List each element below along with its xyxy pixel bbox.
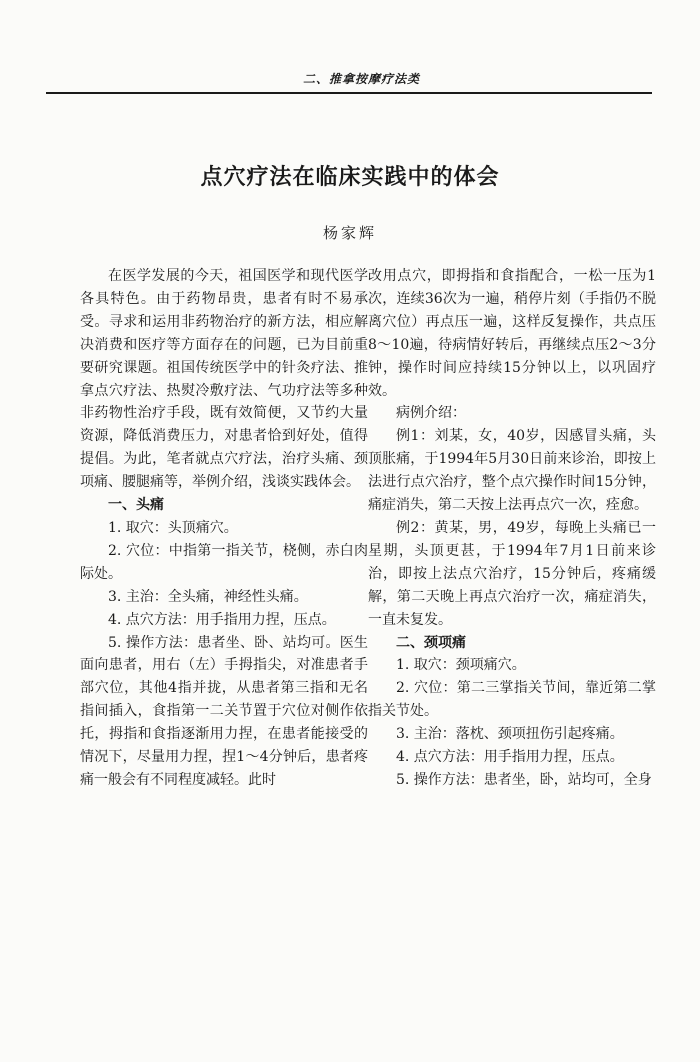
paragraph: 1. 取穴：头顶痛穴。 — [108, 519, 238, 536]
right-column — [368, 265, 656, 792]
section-heading: 二、颈项痛 — [396, 634, 466, 651]
paragraph: 例2：黄某，男，49岁，每晚上头痛已一星期，头顶更甚，于1994年7月1日前来诊治，即按上法点穴治疗，15分钟后，疼痛缓解，第二天晚上再点穴治疗一次，痛症消失，一直未复发。 — [368, 519, 656, 628]
running-head: 二、推拿按摩疗法类 — [302, 72, 420, 86]
author-name: 杨家辉 — [322, 224, 377, 242]
paragraph: 3. 主治：全头痛，神经性头痛。 — [108, 588, 308, 605]
paragraph: 病例介绍： — [396, 405, 466, 422]
paragraph: 5. 操作方法：患者坐、卧、站均可。医生面向患者，用右（左）手拇指尖，对准患者手部穴位，其他4指并拢，从患者第三指和无名指间插入，食指第一二关节置于穴位对侧作依托，拇指和食指逐渐用力捏，在患者能接受的情况下，尽量用力捏，捏1～4分钟后，患者疼痛一般会有不同程度减轻。此时 — [80, 634, 368, 788]
paragraph: 在医学发展的今天，祖国医学和现代医学各具特色。由于药物昂贵，患者有时不易承受。寻求和运用非药物治疗的新方法，相应解决消费和医疗等方面存在的问题，已为目前重要研究课题。祖国传统医学中的针灸疗法、推拿点穴疗法、热熨冷敷疗法、气功疗法等多种非药物性治疗手段，既有效简便，又节约大量资源，降低消费压力，对患者恰到好处，值得提倡。为此，笔者就点穴疗法，治疗头痛、颈项痛、腰腿痛等，举例介绍，浅谈实践体会。 — [80, 268, 368, 491]
paragraph: 例1：刘某，女，40岁，因感冒头痛，头顶胀痛，于1994年5月30日前来诊治，即按上法进行点穴治疗，整个点穴操作时间15分钟，痛症消失，第二天按上法再点穴一次，痊愈。 — [368, 428, 656, 514]
paragraph: 2. 穴位：中指第一指关节，桡侧，赤白肉际处。 — [80, 542, 368, 582]
article-title: 点穴疗法在临床实践中的体会 — [200, 164, 500, 190]
paragraph: 1. 取穴：颈项痛穴。 — [396, 657, 526, 674]
paragraph: 3. 主治：落枕、颈项扭伤引起疼痛。 — [396, 726, 624, 743]
paragraph-continued: 改用点穴，即拇指和食指配合，一松一压为1次，连续36次为一遍，稍停片刻（手指仍不脱离穴位）再点压一遍，这样反复操作，共点压8～10遍，待病情好转后，再继续点压2～3分钟，操作时间应持续15分钟以上，以巩固疗效。 — [368, 268, 656, 399]
paragraph: 4. 点穴方法：用手指用力捏，压点。 — [108, 611, 336, 628]
paragraph: 2. 穴位：第二三掌指关节间，靠近第二掌指关节处。 — [368, 680, 656, 720]
left-column — [80, 265, 368, 792]
paragraph: 4. 点穴方法：用手指用力捏，压点。 — [396, 749, 624, 766]
section-heading: 一、头痛 — [108, 497, 164, 514]
header-rule — [46, 92, 652, 94]
paragraph: 5. 操作方法：患者坐，卧，站均可，全身 — [396, 771, 652, 788]
